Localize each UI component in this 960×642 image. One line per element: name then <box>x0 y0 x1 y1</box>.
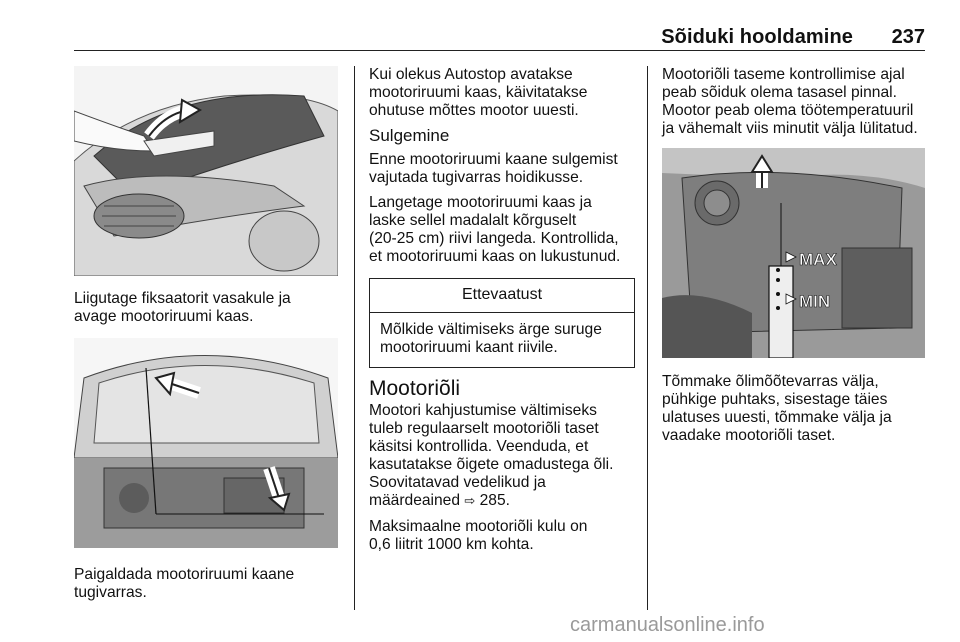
hood-support-illustration <box>74 338 338 548</box>
watermark: carmanualsonline.info <box>570 614 765 636</box>
engine-oil-paragraph-1-text: Mootori kahjustumise vältimiseks tuleb regulaarselt mootoriõli taset käsitsi kontrollida. Veenduda, et kasutatakse õigete omadustega õli. Soovitatavad vedelikud ja määrdeained <box>369 402 614 509</box>
page-number: 237 <box>891 26 925 48</box>
closing-heading: Sulgemine <box>369 126 450 145</box>
column-divider-left <box>354 66 355 610</box>
page-reference-link[interactable]: 285. <box>479 492 510 509</box>
engine-oil-heading: Mootoriõli <box>369 377 461 400</box>
column-divider-right <box>647 66 648 610</box>
oil-check-conditions: Mootoriõli taseme kontrollimise ajal peab sõiduk olema tasasel pinnal. Mootor peab olema töötemperatuuril ja vähemalt viis minutit välja lülitatud. <box>662 66 918 137</box>
page-title: Sõiduki hooldamine <box>661 26 853 48</box>
caution-text: Mõlkide vältimiseks ärge suruge mootoriruumi kaant riivile. <box>380 321 602 356</box>
page-reference-icon: ⇨ <box>464 494 476 509</box>
dipstick-illustration <box>662 148 925 358</box>
autostop-paragraph: Kui olekus Autostop avatakse mootoriruumi kaas, käivitatakse ohutuse mõttes mootor uuesti. <box>369 66 588 119</box>
hood-release-illustration <box>74 66 338 276</box>
caution-box <box>369 278 635 368</box>
fig2-caption: Paigaldada mootoriruumi kaane tugivarras. <box>74 566 295 601</box>
engine-oil-paragraph-2: Maksimaalne mootoriõli kulu on 0,6 liitrit 1000 km kohta. <box>369 518 588 553</box>
caution-title: Ettevaatust <box>370 279 634 313</box>
min-mark-label: MIN <box>799 292 831 311</box>
dipstick-instructions: Tõmmake õlimõõtevarras välja, pühkige puhtaks, sisestage täies ulatuses uuesti, tõmmake välja ja vaadake mootoriõli taset. <box>662 373 892 444</box>
max-mark-label: MAX <box>799 250 837 269</box>
closing-paragraph-2: Langetage mootoriruumi kaas ja laske sellel madalalt kõrguselt (20-25 cm) riivi langeda. Kontrollida, et mootoriruumi kaas on lukustunud. <box>369 194 621 265</box>
fig1-caption: Liigutage fiksaatorit vasakule ja avage mootoriruumi kaas. <box>74 290 291 325</box>
engine-oil-paragraph-1 <box>369 402 635 511</box>
closing-paragraph-1: Enne mootoriruumi kaane sulgemist vajutada tugivarras hoidikusse. <box>369 151 618 186</box>
page-header <box>74 26 925 51</box>
